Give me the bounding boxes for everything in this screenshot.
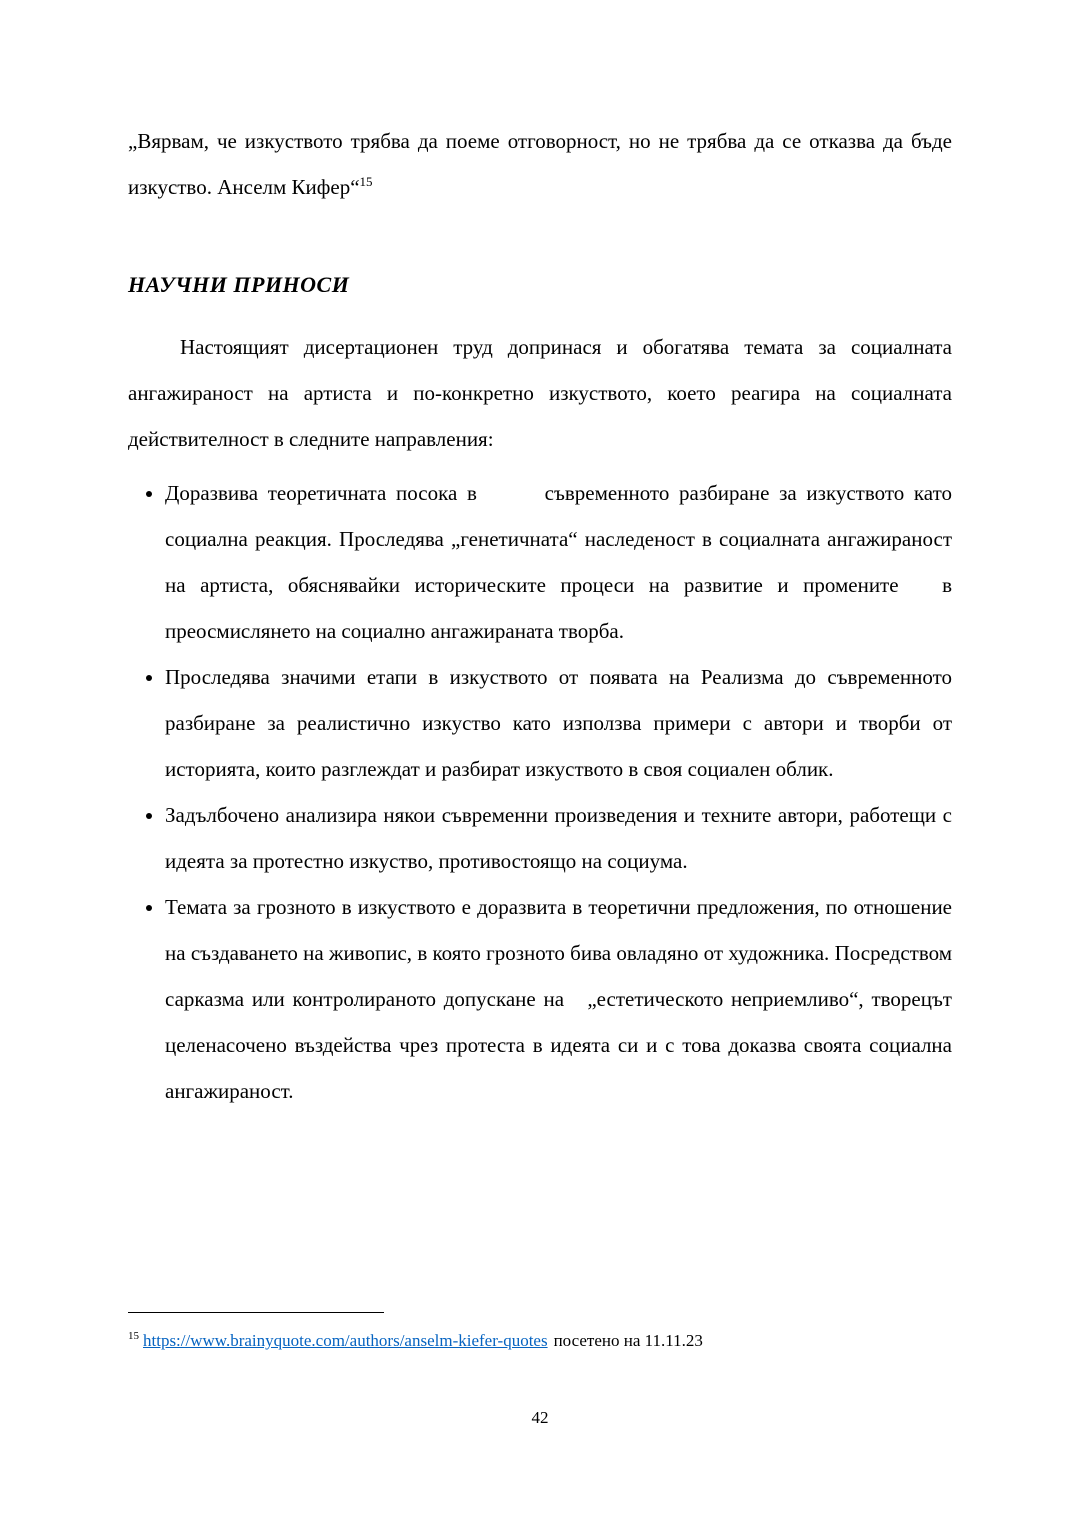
quote-paragraph [128,118,952,210]
footnote-separator [128,1312,384,1313]
quote-text: „Вярвам, че изкуството трябва да поеме отговорност, но не трябва да се отказва да бъде изкуство. Анселм Кифер“ [128,129,952,199]
footnote-marker: 15 [128,1330,139,1343]
intro-paragraph: Настоящият дисертационен труд допринася и обогатява темата за социалната ангажираност на артиста и по-конкретно изкуството, което реагира на социалната действителност в следните направления: [128,335,952,451]
footnote-text [128,1329,952,1353]
page-number: 42 [531,1408,549,1427]
list-item: • Проследява значими етапи в изкуството от появата на Реализма до съвременното разбиране за реалистично изкуство като използва примери с автори и творби от историята, които разглеждат и разбират изкуството в своя социален облик. [165,654,952,792]
footnote-link[interactable]: https://www.brainyquote.com/authors/anselm-kiefer-quotes [143,1331,548,1350]
footnote [128,1312,952,1353]
list-item: • Задълбочено анализира някои съвременни произведения и техните автори, работещи с идеята за протестно изкуство, противостоящо на социума. [165,792,952,884]
contributions-list [128,470,952,1114]
footnote-access-date: посетено на 11.11.23 [553,1331,703,1350]
section-heading: НАУЧНИ ПРИНОСИ [128,272,350,297]
list-item: • Доразвива теоретичната посока в съвременното разбиране за изкуството като социална реакция. Проследява „генетичната“ наследеност в социалната ангажираност на артиста, обяснявайки историческите процеси на развитие и промените в преосмислянето на социално ангажираната творба. [165,470,952,654]
list-item: • Темата за грозното в изкуството е доразвита в теоретични предложения, по отношение на създаването на живопис, в която грозното бива овладяно от художника. Посредством сарказма или контролираното допускане на „естетическото неприемливо“, творецът целенасочено въздейства чрез протеста в идеята си и с това доказва своята социална ангажираност. [165,884,952,1114]
footnote-ref: 15 [359,174,373,189]
